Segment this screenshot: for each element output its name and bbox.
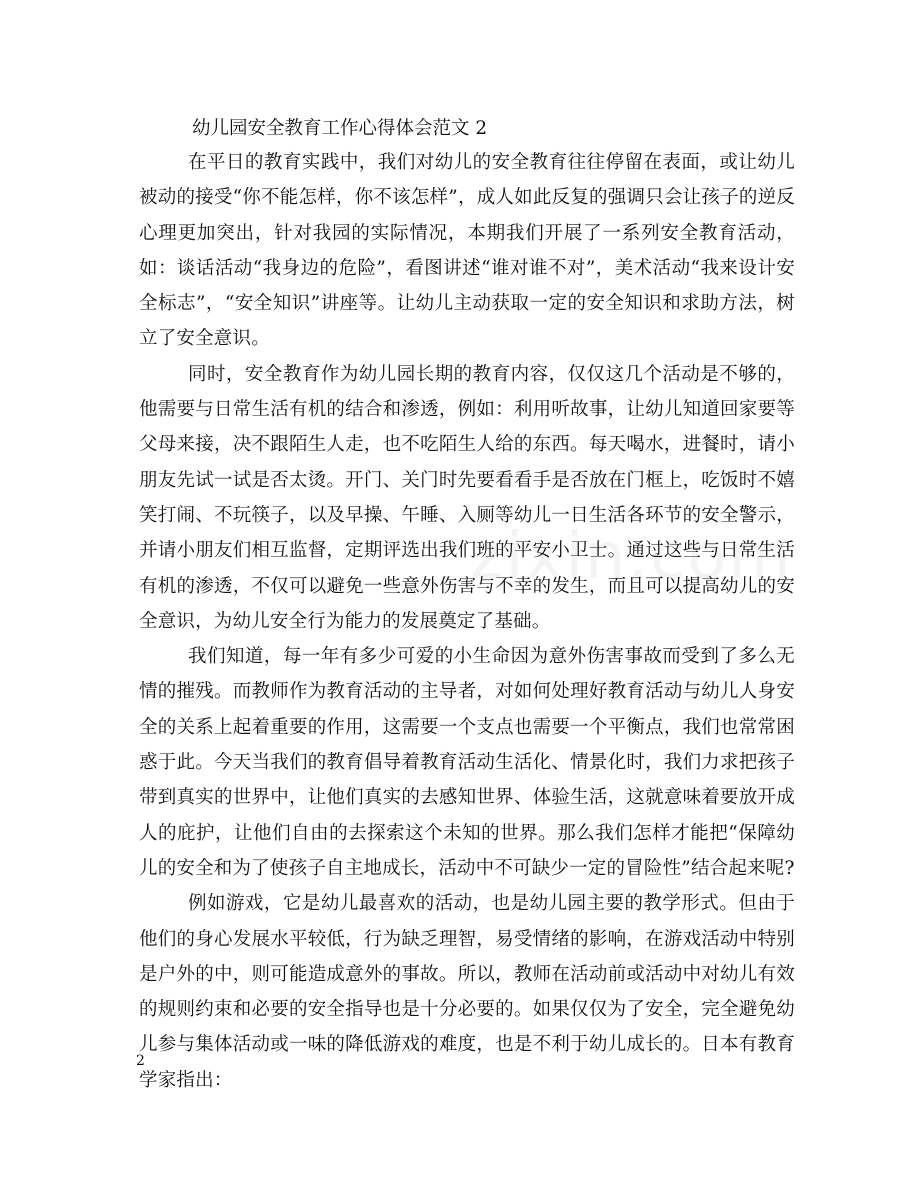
paragraph: 例如游戏，它是幼儿最喜欢的活动，也是幼儿园主要的教学形式。但由于他们的身心发展水平较低，行为缺乏理智，易受情绪的影响，在游戏活动中特别是户外的中，则可能造成意外的事故。所以，教师在活动前或活动中对幼儿有效的规则约束和必要的安全指导也是十分必要的。如果仅仅为了安全，完全避免幼儿参与集体活动或一味的降低游戏的难度，也是不利于幼儿成长的。日本有教育学家指出： [139, 893, 795, 1091]
document-title: 幼儿园安全教育工作心得体会范文 2 [192, 118, 488, 139]
paragraph: 同时，安全教育作为幼儿园长期的教育内容，仅仅这几个活动是不够的，他需要与日常生活有机的结合和渗透，例如：利用听故事，让幼儿知道回家要等父母来接，决不跟陌生人走，也不吃陌生人给的东西。每天喝水，进餐时，请小朋友先试一试是否太烫。开门、关门时先要看看手是否放在门框上，吃饭时不嬉笑打闹、不玩筷子，以及早操、午睡、入厕等幼儿一日生活各环节的安全警示，并请小朋友们相互监督，定期评选出我们班的平安小卫士。通过这些与日常生活有机的渗透，不仅可以避免一些意外伤害与不幸的发生，而且可以提高幼儿的安全意识，为幼儿安全行为能力的发展奠定了基础。 [139, 363, 795, 632]
paragraph: 我们知道，每一年有多少可爱的小生命因为意外伤害事故而受到了多么无情的摧残。而教师作为教育活动的主导者，对如何处理好教育活动与幼儿人身安全的关系上起着重要的作用，这需要一个支点也需要一个平衡点，我们也常常困惑于此。今天当我们的教育倡导着教育活动生活化、情景化时，我们力求把孩子带到真实的世界中，让他们真实的去感知世界、体验生活，这就意味着要放开成人的庇护，让他们自由的去探索这个未知的世界。那么我们怎样才能把“保障幼儿的安全和为了使孩子自主地成长，活动中不可缺少一定的冒险性”结合起来呢? [139, 646, 795, 879]
page-number: 2 [136, 1053, 145, 1069]
document-body [139, 145, 795, 1098]
paragraph: 在平日的教育实践中，我们对幼儿的安全教育往往停留在表面，或让幼儿被动的接受“你不能怎样，你不该怎样”，成人如此反复的强调只会让孩子的逆反心理更加突出，针对我园的实际情况，本期我们开展了一系列安全教育活动，如：谈话活动“我身边的危险”，看图讲述“谁对谁不对”，美术活动“我来设计安全标志”，“安全知识”讲座等。让幼儿主动获取一定的安全知识和求助方法，树立了安全意识。 [139, 152, 795, 350]
